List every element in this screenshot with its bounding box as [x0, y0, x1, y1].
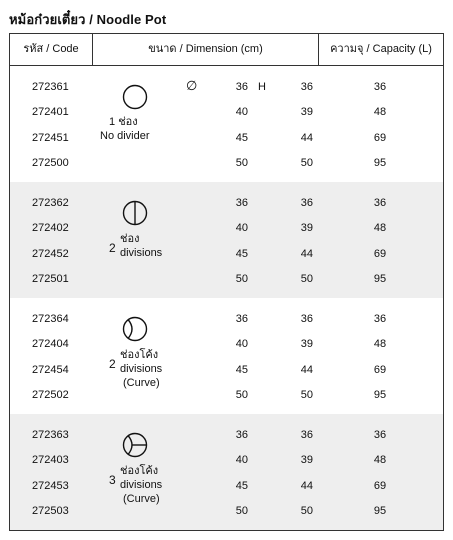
- divider-label-en: divisions: [120, 247, 163, 259]
- diameter-value: 50: [235, 505, 248, 517]
- diameter-value: 45: [235, 132, 248, 144]
- height-value: 39: [300, 454, 313, 466]
- table-header: [10, 34, 443, 66]
- diameter-value: 45: [235, 248, 248, 260]
- height-value: 36: [300, 197, 313, 209]
- circle-icon: [122, 84, 148, 115]
- height-value: 50: [300, 273, 313, 285]
- capacity-value: 36: [373, 429, 387, 441]
- divider-label-th: ช่องโค้ง: [120, 465, 159, 477]
- capacity-value: 69: [373, 132, 387, 144]
- divider-label-extra: (Curve): [123, 493, 160, 505]
- divider-label-th-text: ช่อง: [118, 116, 138, 128]
- capacity-value: 48: [373, 222, 387, 234]
- divider-count: 2: [109, 241, 116, 255]
- circle-vertical-divider-icon: [122, 200, 148, 231]
- product-code: 272404: [32, 338, 69, 350]
- capacity-value: 95: [373, 389, 387, 401]
- height-value: 50: [300, 389, 313, 401]
- divider-label-extra: (Curve): [123, 377, 160, 389]
- divider-label-en: divisions: [120, 363, 163, 375]
- divider-count: 2: [109, 357, 116, 371]
- capacity-value: 36: [373, 313, 387, 325]
- diameter-value: 40: [235, 222, 248, 234]
- height-value: 36: [300, 429, 313, 441]
- divider-label-th: ช่องโค้ง: [120, 349, 159, 361]
- diameter-value: 40: [235, 454, 248, 466]
- diameter-value: 50: [235, 157, 248, 169]
- divider-label-th: [109, 116, 138, 128]
- divider-count: 3: [109, 473, 116, 487]
- capacity-value: 36: [373, 197, 387, 209]
- circle-three-curve-divider-icon: [122, 432, 148, 463]
- height-value: 39: [300, 222, 313, 234]
- height-value: 44: [300, 248, 313, 260]
- product-table: [9, 33, 444, 531]
- divider-label-th: ช่อง: [120, 233, 140, 245]
- height-value: 36: [300, 313, 313, 325]
- height-value: 44: [300, 364, 313, 376]
- diameter-value: 50: [235, 389, 248, 401]
- capacity-value: 95: [373, 505, 387, 517]
- product-code: 272363: [32, 429, 69, 441]
- page-title: หม้อก๋วยเตี๋ยว / Noodle Pot: [9, 12, 167, 27]
- capacity-value: 95: [373, 273, 387, 285]
- capacity-value: 69: [373, 248, 387, 260]
- capacity-value: 69: [373, 480, 387, 492]
- height-value: 50: [300, 157, 313, 169]
- capacity-value: 69: [373, 364, 387, 376]
- pot-group: [10, 66, 443, 182]
- product-code: 272401: [32, 106, 69, 118]
- height-value: 44: [300, 132, 313, 144]
- header-dimension: ขนาด / Dimension (cm): [148, 43, 263, 55]
- divider-label-en: divisions: [120, 479, 163, 491]
- capacity-value: 48: [373, 106, 387, 118]
- product-code: 272364: [32, 313, 69, 325]
- header-capacity: ความจุ / Capacity (L): [330, 43, 432, 55]
- product-code: 272454: [32, 364, 69, 376]
- product-code: 272500: [32, 157, 69, 169]
- diameter-value: 36: [235, 313, 248, 325]
- height-value: 36: [300, 81, 313, 93]
- product-code: 272362: [32, 197, 69, 209]
- capacity-value: 48: [373, 454, 387, 466]
- divider-label-en: No divider: [100, 130, 150, 142]
- height-value: 50: [300, 505, 313, 517]
- product-code: 272503: [32, 505, 69, 517]
- product-code: 272403: [32, 454, 69, 466]
- diameter-value: 36: [235, 197, 248, 209]
- capacity-value: 36: [373, 81, 387, 93]
- product-code: 272453: [32, 480, 69, 492]
- pot-group: [10, 414, 443, 530]
- diameter-value: 36: [235, 81, 248, 93]
- divider-count: 1: [109, 116, 116, 128]
- circle-curve-divider-icon: [122, 316, 148, 347]
- diameter-value: 40: [235, 338, 248, 350]
- diameter-symbol: ∅: [186, 78, 198, 93]
- product-code: 272451: [32, 132, 69, 144]
- capacity-value: 48: [373, 338, 387, 350]
- diameter-value: 45: [235, 364, 248, 376]
- diameter-value: 36: [235, 429, 248, 441]
- height-label: H: [258, 81, 266, 93]
- height-value: 39: [300, 338, 313, 350]
- pot-group: [10, 182, 443, 298]
- product-code: 272402: [32, 222, 69, 234]
- height-value: 39: [300, 106, 313, 118]
- height-value: 44: [300, 480, 313, 492]
- product-code: 272361: [32, 81, 69, 93]
- pot-group: [10, 298, 443, 414]
- capacity-value: 95: [373, 157, 387, 169]
- product-code: 272502: [32, 389, 69, 401]
- diameter-value: 40: [235, 106, 248, 118]
- diameter-value: 50: [235, 273, 248, 285]
- header-code: รหัส / Code: [23, 43, 79, 55]
- diameter-value: 45: [235, 480, 248, 492]
- product-code: 272452: [32, 248, 69, 260]
- product-code: 272501: [32, 273, 69, 285]
